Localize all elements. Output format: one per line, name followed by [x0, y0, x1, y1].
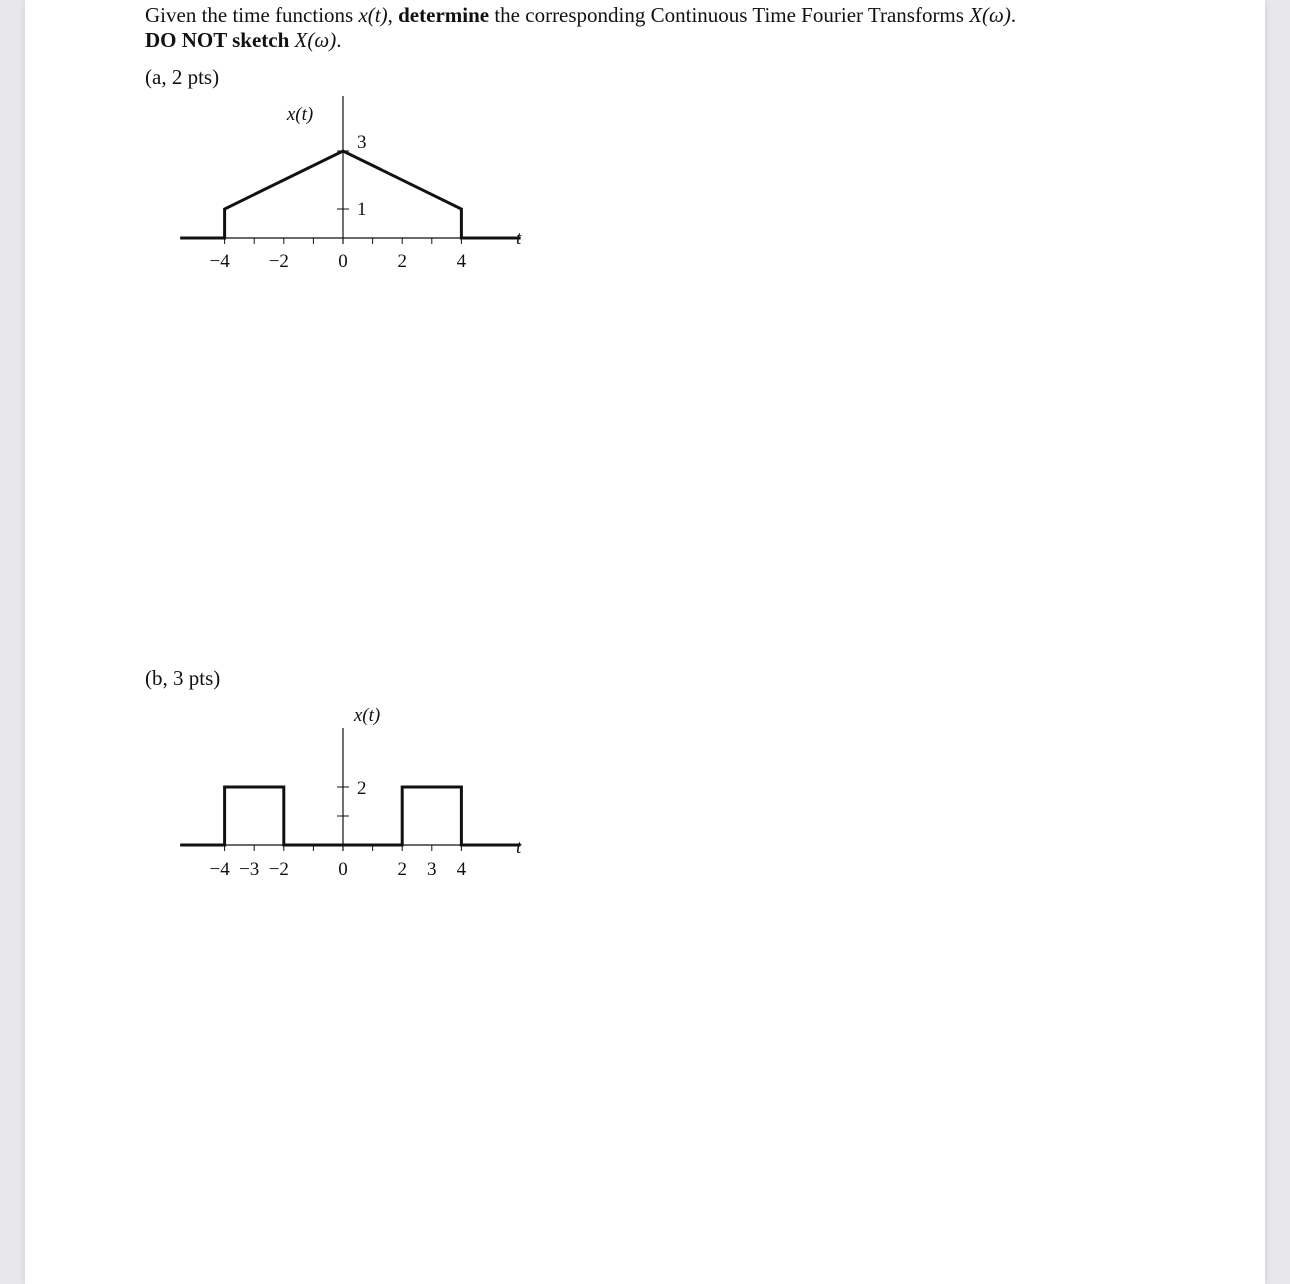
instruction-period: . [1010, 3, 1017, 27]
x-tick-label: −2 [268, 251, 289, 272]
math-Xw-2: X(ω) [294, 28, 337, 52]
bold-do-not-sketch: DO NOT sketch [145, 28, 290, 52]
annotation-label: 2 [357, 778, 367, 799]
math-Xw: X(ω) [969, 3, 1011, 27]
x-tick-label: 2 [397, 859, 407, 880]
x-tick-label: −3 [239, 859, 260, 880]
instruction-text-2: the corresponding Continuous Time Fourier Transforms [489, 3, 970, 27]
part-b-label: (b, 3 pts) [145, 666, 221, 690]
instruction-text: Given the time functions [145, 3, 359, 27]
x-axis-label: t [516, 837, 522, 858]
x-tick-label: −4 [209, 859, 230, 880]
x-tick-label: −4 [209, 251, 230, 272]
annotation-label: 1 [357, 199, 367, 220]
x-tick-label: −2 [268, 859, 289, 880]
x-tick-label: 0 [338, 251, 348, 272]
signal-line [180, 787, 520, 845]
part-a-label: (a, 2 pts) [145, 65, 220, 89]
instruction-comma: , [387, 3, 399, 27]
instruction-period-2: . [336, 28, 342, 52]
annotation-label: 3 [357, 132, 367, 153]
x-tick-label: 4 [456, 859, 467, 880]
bold-determine: determine [398, 3, 490, 27]
x-tick-label: 2 [397, 251, 407, 272]
math-xt: x(t) [358, 3, 388, 27]
x-axis-label: t [516, 228, 522, 249]
y-axis-label: x(t) [353, 705, 381, 726]
x-tick-label: 3 [427, 859, 437, 880]
x-tick-label: 4 [456, 251, 467, 272]
y-axis-label: x(t) [286, 104, 314, 125]
x-tick-label: 0 [338, 859, 348, 880]
